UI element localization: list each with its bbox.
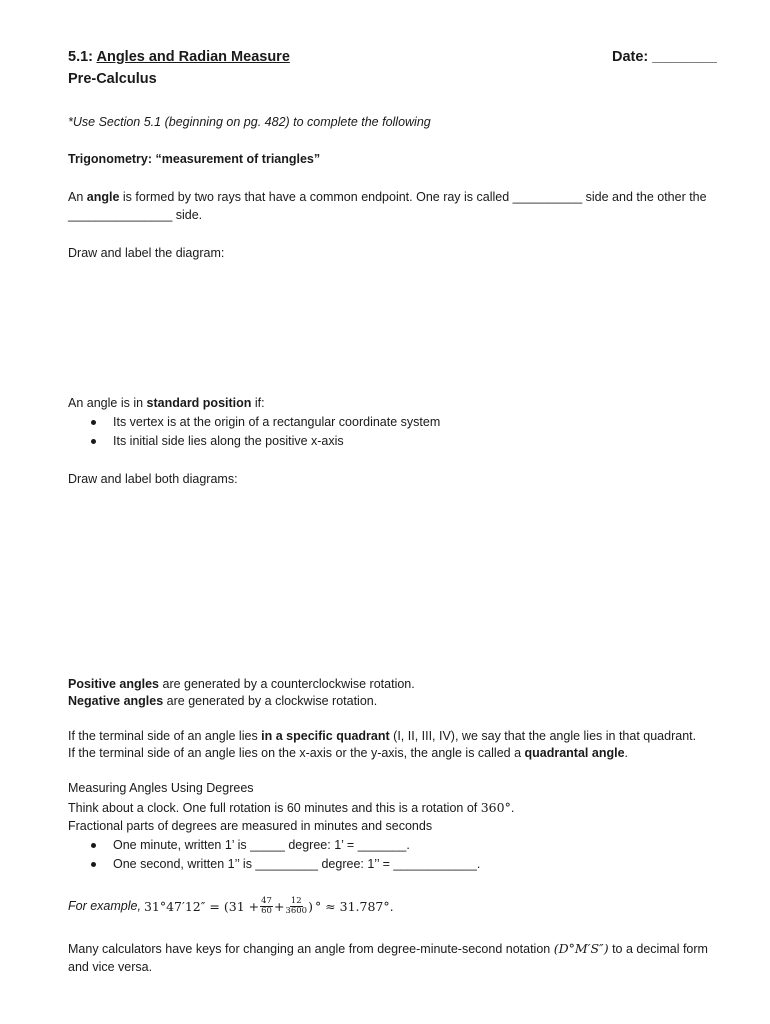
calculators-line-2: and vice versa. (68, 960, 153, 974)
angle-definition-line-2: _______________ side. (68, 208, 203, 222)
angle-def-text-1: An (68, 190, 87, 204)
fraction-seconds-denominator: 3600 (285, 905, 308, 916)
standard-text-1: An angle is in (68, 396, 147, 410)
bullet-icon (91, 420, 96, 425)
quadrantal-angle-term: quadrantal angle (524, 746, 625, 760)
example-label: For example, (68, 899, 141, 913)
second-bullet: One second, written 1’’ is _________ degree: 1’’ = ____________. (113, 857, 481, 871)
angle-term: angle (86, 190, 120, 204)
standard-bullet-2: Its initial side lies along the positive x-axis (113, 434, 344, 448)
fraction-seconds-numerator: 12 (290, 895, 302, 906)
quadrant-text-1b: (I, II, III, IV), we say that the angle lies in that quadrant. (389, 729, 697, 743)
date-label: Date: (612, 49, 649, 65)
bullet-icon (91, 862, 96, 867)
quadrant-line-1 (68, 729, 696, 743)
standard-position-term: standard position (146, 396, 252, 410)
standard-bullet-1: Its vertex is at the origin of a rectangular coordinate system (113, 415, 441, 429)
calculators-line-1 (68, 941, 708, 956)
quadrant-line-2 (68, 746, 628, 760)
calculators-text-1: Many calculators have keys for changing an angle from degree-minute-second notation (68, 942, 554, 956)
positive-angles-line (68, 677, 415, 691)
negative-angles-term: Negative angles (68, 694, 164, 708)
angle-definition-line-1 (68, 190, 707, 204)
fractional-parts-line: Fractional parts of degrees are measured in minutes and seconds (68, 819, 433, 833)
example-lhs: 31°47′12″ = (143, 898, 220, 914)
bullet-icon (91, 843, 96, 848)
calculators-text-2: to a decimal form (608, 942, 708, 956)
instruction-text: *Use Section 5.1 (beginning on pg. 482) to complete the following (68, 115, 431, 129)
fraction-minutes-denominator: 60 (261, 905, 272, 916)
fraction-minutes-numerator: 47 (261, 895, 272, 906)
draw-label-diagram: Draw and label the diagram: (68, 246, 225, 260)
example-plus: + (273, 898, 285, 914)
minute-bullet: One minute, written 1’ is _____ degree: 1’ = _______. (113, 838, 410, 852)
section-heading (68, 49, 290, 65)
course-title: Pre-Calculus (68, 71, 157, 87)
positive-angles-term: Positive angles (68, 677, 160, 691)
trig-heading: Trigonometry: “measurement of triangles” (68, 152, 321, 166)
negative-angles-text: are generated by a clockwise rotation. (163, 694, 378, 708)
standard-text-2: if: (251, 396, 265, 410)
draw-label-both-diagrams: Draw and label both diagrams: (68, 472, 238, 486)
clock-line (68, 800, 514, 815)
clock-value: 360° (480, 800, 511, 815)
clock-end: . (510, 801, 515, 815)
date-blank: ________ (652, 49, 717, 65)
quadrant-text-2a: If the terminal side of an angle lies on the x-axis or the y-axis, the angle is called a (68, 746, 525, 760)
section-number: 5.1: (68, 49, 93, 65)
example-close: ) (308, 898, 313, 914)
quadrant-text-1a: If the terminal side of an angle lies (68, 729, 262, 743)
positive-angles-text: are generated by a counterclockwise rotation. (159, 677, 415, 691)
fraction-seconds (285, 897, 307, 916)
angle-def-text-2: is formed by two rays that have a common endpoint. One ray is called __________ side and the other the (119, 190, 707, 204)
degrees-heading: Measuring Angles Using Degrees (68, 781, 254, 795)
dms-notation: (D°M′S″) (553, 941, 609, 956)
example-equation (68, 891, 394, 921)
negative-angles-line (68, 694, 377, 708)
clock-text: Think about a clock. One full rotation is 60 minutes and this is a rotation of (68, 801, 481, 815)
fraction-minutes (260, 897, 273, 916)
standard-position-intro (68, 396, 265, 410)
bullet-icon (91, 439, 96, 444)
section-title: Angles and Radian Measure (96, 49, 290, 65)
specific-quadrant-term: in a specific quadrant (261, 729, 390, 743)
example-result: ° ≈ 31.787°. (314, 898, 394, 914)
date-field (612, 49, 717, 65)
example-open: (31 + (223, 898, 260, 914)
quadrant-text-2b: . (624, 746, 629, 760)
